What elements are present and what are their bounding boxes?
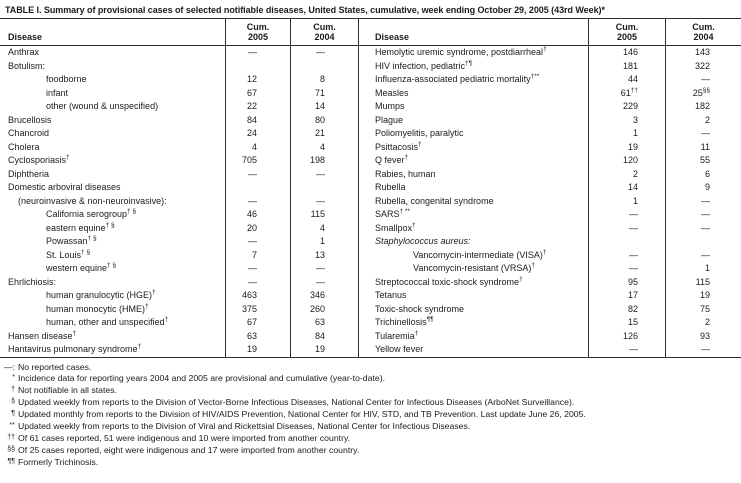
cum-label: Cum. [313, 22, 336, 32]
disease-name: Streptococcal toxic-shock syndrome† [358, 276, 588, 290]
table-row [0, 154, 358, 168]
disease-name: Plague [358, 114, 588, 128]
disease-name: human monocytic (HME)† [46, 302, 149, 314]
table-row [0, 276, 358, 290]
footnote-text: No reported cases. [18, 361, 92, 372]
disease-name: Cyclosporiasis† [8, 154, 70, 165]
cum-2005-value: 67 [225, 87, 290, 101]
cum-2005-value: 375 [225, 303, 290, 317]
table-header-row [0, 18, 741, 46]
footnote [3, 385, 741, 397]
disease-name: Measles [358, 87, 588, 101]
footnote-marker: † [11, 385, 15, 393]
footnote-marker: * [12, 373, 15, 381]
cum-2004-value: — [665, 127, 741, 141]
table-row [358, 262, 741, 276]
disease-name: Vancomycin-resistant (VRSA)† [358, 262, 588, 276]
cum-2004-value: 8 [290, 73, 358, 87]
disease-name: St. Louis† § [46, 248, 91, 260]
table-row [358, 168, 741, 182]
cum-label: Cum. [246, 22, 270, 32]
year-label: 2005 [616, 32, 638, 42]
table-row [358, 343, 741, 357]
disease-name: Rubella [358, 181, 588, 195]
table-row [358, 195, 741, 209]
cum-2004-value: 6 [665, 168, 741, 182]
cum-2004-value: — [290, 276, 358, 290]
table-row [358, 141, 741, 155]
cum-2004-value: 93 [665, 330, 741, 344]
table-row [0, 343, 358, 357]
disease-name: Rubella, congenital syndrome [358, 195, 588, 209]
cum-2005-value: — [225, 276, 290, 290]
table-row [358, 60, 741, 74]
cum-2005-value: 229 [588, 100, 665, 114]
disease-name: Chancroid [8, 128, 50, 138]
cum-2005-value: 14 [588, 181, 665, 195]
mmwr-table-i-page [0, 5, 741, 469]
disease-name: Psittacosis† [358, 141, 588, 155]
footnote-marker: §§ [7, 446, 15, 454]
footnote [3, 433, 741, 445]
disease-name: Yellow fever [358, 343, 588, 357]
cum-2004-value: 19 [665, 289, 741, 303]
footnote-text: Updated monthly from reports to the Division of HIV/AIDS Prevention, National Center for HIV, STD, and TB Prevention. Last update June 26, 2005. [18, 408, 586, 419]
table-row [358, 249, 741, 263]
disease-name: Anthrax [8, 47, 40, 57]
disease-name: western equine† § [46, 262, 117, 273]
cum-2005-value: — [588, 208, 665, 222]
cum-2005-value: 146 [588, 46, 665, 60]
cum-2005-value: 12 [225, 73, 290, 87]
table-row [0, 330, 358, 344]
footnote [3, 457, 741, 469]
footnote-marker: —: [3, 361, 15, 372]
cum-2004-value [665, 235, 741, 249]
table-row [0, 208, 358, 222]
table-title: TABLE I. Summary of provisional cases of selected notifiable diseases, United States, cumulative, week ending October 29, 2005 (43rd Week)* [5, 5, 605, 15]
footnote [3, 421, 741, 433]
disease-name: HIV infection, pediatric†¶ [358, 60, 588, 74]
disease-name: human granulocytic (HGE)† [46, 289, 156, 300]
table-row [0, 141, 358, 155]
cum-2005-value: 4 [225, 141, 290, 155]
disease-name: Trichinellosis¶¶ [358, 316, 588, 330]
cum-2005-value: 82 [588, 303, 665, 317]
cum-2004-value: 1 [665, 262, 741, 276]
cum-2005-value: 44 [588, 73, 665, 87]
cum-2005-value: 181 [588, 60, 665, 74]
disease-name: Brucellosis [8, 114, 52, 125]
year-label: 2004 [693, 32, 714, 42]
cum-2005-value: — [588, 249, 665, 263]
table-row [0, 87, 358, 101]
footnote-marker: †† [7, 434, 15, 442]
cum-label: Cum. [615, 22, 639, 32]
cum-2004-value: 182 [665, 100, 741, 114]
footnote-marker: § [11, 397, 15, 405]
cum-2005-value: 7 [225, 249, 290, 263]
footnote-text: Not notifiable in all states. [18, 384, 117, 395]
cum-2004-value: 11 [665, 141, 741, 155]
cum-2004-value: 9 [665, 181, 741, 195]
cum-2004-value: 322 [665, 60, 741, 74]
cum-2004-value: — [665, 195, 741, 209]
disease-name: Botulism: [8, 60, 46, 71]
cum-2004-value: — [290, 168, 358, 182]
cum-2005-value: 20 [225, 222, 290, 236]
table-row [0, 73, 358, 87]
footnote-marker: ** [9, 421, 15, 429]
disease-name: Influenza-associated pediatric mortality†** [358, 73, 588, 87]
cum-2005-value: — [225, 168, 290, 182]
table-row [0, 168, 358, 182]
footnote-marker: ¶ [11, 409, 15, 417]
cum-2004-value: 14 [290, 100, 358, 114]
footnote-text: Of 61 cases reported, 51 were indigenous and 10 were imported from another country. [18, 433, 351, 444]
cum-2004-value: 198 [290, 154, 358, 168]
cum-2004-value: 71 [290, 87, 358, 101]
disease-name: Domestic arboviral diseases [8, 182, 121, 192]
cum-2005-value: 126 [588, 330, 665, 344]
table-row [0, 181, 358, 195]
cum-2004-value: 260 [290, 303, 358, 317]
table-row [0, 289, 358, 303]
cum-2005-value: — [588, 222, 665, 236]
table-row [358, 127, 741, 141]
table-row [358, 316, 741, 330]
cum-2005-value: 95 [588, 276, 665, 290]
cum-2004-value: 115 [665, 276, 741, 290]
cum-2004-value: 21 [290, 127, 358, 141]
header-right-half [358, 19, 741, 45]
cum-2005-value: 120 [588, 154, 665, 168]
cum-2004-value: 346 [290, 289, 358, 303]
column-header-disease-right: Disease [358, 19, 588, 45]
table-row [358, 235, 741, 249]
table-row [0, 222, 358, 236]
cum-2004-value: 13 [290, 249, 358, 263]
disease-name: Poliomyelitis, paralytic [358, 127, 588, 141]
cum-2005-value: — [225, 195, 290, 209]
disease-name: Cholera [8, 141, 40, 152]
column-header-cum-2004-left [290, 19, 358, 45]
cum-2005-value: 3 [588, 114, 665, 128]
column-header-disease-left: Disease [8, 32, 43, 42]
table-row [0, 249, 358, 263]
table-row [358, 330, 741, 344]
footnote-text: Updated weekly from reports to the Division of Vector-Borne Infectious Diseases, National Center for Infectious Diseases (ArboNet Surveillance). [18, 396, 575, 407]
table-row [0, 114, 358, 128]
table-row [358, 114, 741, 128]
disease-name: (neuroinvasive & non-neuroinvasive): [18, 195, 167, 206]
table-row [358, 276, 741, 290]
cum-2004-value: 75 [665, 303, 741, 317]
disease-name: Hansen disease† [8, 329, 77, 341]
cum-2004-value: — [665, 249, 741, 263]
cum-2004-value: — [665, 343, 741, 357]
cum-2004-value: — [290, 195, 358, 209]
disease-name: Tetanus [358, 289, 588, 303]
cum-2005-value: 19 [225, 343, 290, 357]
disease-name: eastern equine† § [46, 221, 115, 233]
table-row [358, 87, 741, 101]
cum-2005-value: — [225, 235, 290, 249]
footnote [3, 362, 741, 373]
disease-name: Vancomycin-intermediate (VISA)† [358, 249, 588, 263]
column-header-cum-2005-right [588, 19, 665, 45]
footnote [3, 445, 741, 457]
cum-2004-value: 2 [665, 316, 741, 330]
cum-2004-value: 80 [290, 114, 358, 128]
table-row [0, 235, 358, 249]
cum-2004-value: — [290, 262, 358, 276]
disease-name: Tularemia† [358, 330, 588, 344]
footnote [3, 397, 741, 409]
cum-2005-value: — [588, 343, 665, 357]
table-row [0, 195, 358, 209]
disease-name: Diphtheria [8, 168, 50, 179]
cum-2004-value: — [665, 73, 741, 87]
cum-2004-value: 84 [290, 330, 358, 344]
table-row [358, 154, 741, 168]
disease-name: SARS† ** [358, 208, 588, 222]
table-row [358, 73, 741, 87]
right-table-body [358, 46, 741, 357]
disease-name: Q fever† [358, 154, 588, 168]
header-left-half [0, 19, 358, 45]
disease-name: Smallpox† [358, 222, 588, 236]
disease-name: Staphylococcus aureus: [358, 235, 588, 249]
table-row [358, 100, 741, 114]
cum-2004-value [290, 181, 358, 195]
cum-2005-value [225, 60, 290, 74]
cum-2005-value: 2 [588, 168, 665, 182]
cum-2005-value: 84 [225, 114, 290, 128]
cum-2005-value: — [225, 46, 290, 60]
cum-2005-value: 24 [225, 127, 290, 141]
year-label: 2005 [247, 32, 269, 42]
cum-2005-value: 61†† [588, 87, 665, 101]
cum-2004-value [290, 60, 358, 74]
cum-2004-value: 143 [665, 46, 741, 60]
cum-2004-value: — [665, 222, 741, 236]
cum-2005-value: 705 [225, 154, 290, 168]
table-row [358, 303, 741, 317]
cum-2005-value: 19 [588, 141, 665, 155]
disease-name: Hantavirus pulmonary syndrome† [8, 343, 142, 354]
table-row [0, 127, 358, 141]
cum-2004-value: 19 [290, 343, 358, 357]
disease-name: other (wound & unspecified) [46, 101, 159, 111]
table-row [0, 303, 358, 317]
column-header-cum-2005-left [225, 19, 290, 45]
table-row [358, 289, 741, 303]
disease-name: Toxic-shock syndrome [358, 303, 588, 317]
footnote [3, 409, 741, 421]
table-row [0, 60, 358, 74]
table-row [0, 46, 358, 60]
cum-2004-value: 1 [290, 235, 358, 249]
footnote-marker: ¶¶ [7, 458, 15, 466]
cum-2005-value: 46 [225, 208, 290, 222]
disease-name: Ehrlichiosis: [8, 276, 57, 287]
table-row [358, 222, 741, 236]
cum-2004-value: — [290, 46, 358, 60]
disease-name: foodborne [46, 74, 87, 84]
footnotes [0, 362, 741, 470]
left-table-body [0, 46, 358, 357]
table-row [358, 46, 741, 60]
cum-label: Cum. [692, 22, 715, 32]
cum-2005-value: 463 [225, 289, 290, 303]
cum-2004-value: 4 [290, 222, 358, 236]
column-header-cum-2004-right [665, 19, 741, 45]
cum-2005-value: — [225, 262, 290, 276]
disease-name: Powassan† § [46, 235, 97, 246]
cum-2005-value: — [588, 262, 665, 276]
disease-name: Mumps [358, 100, 588, 114]
table-body [0, 46, 741, 358]
cum-2005-value: 22 [225, 100, 290, 114]
disease-name: Rabies, human [358, 168, 588, 182]
year-label: 2004 [314, 32, 335, 42]
cum-2005-value: 15 [588, 316, 665, 330]
notifiable-diseases-table [0, 18, 741, 358]
footnote [3, 373, 741, 385]
cum-2005-value: 1 [588, 127, 665, 141]
table-row [358, 208, 741, 222]
cum-2004-value: 63 [290, 316, 358, 330]
cum-2004-value: — [665, 208, 741, 222]
table-row [358, 181, 741, 195]
footnote-text: Updated weekly from reports to the Division of Viral and Rickettsial Diseases, National Center for Infectious Diseases. [18, 420, 471, 431]
table-row [0, 316, 358, 330]
footnote-text: Of 25 cases reported, eight were indigenous and 17 were imported from another country. [18, 445, 360, 456]
disease-name: Hemolytic uremic syndrome, postdiarrheal† [358, 46, 588, 60]
table-row [0, 100, 358, 114]
cum-2004-value: 4 [290, 141, 358, 155]
cum-2005-value: 63 [225, 330, 290, 344]
cum-2005-value: 1 [588, 195, 665, 209]
table-row [0, 262, 358, 276]
cum-2004-value: 2 [665, 114, 741, 128]
cum-2005-value [225, 181, 290, 195]
disease-name: California serogroup† § [46, 208, 137, 219]
cum-2005-value [588, 235, 665, 249]
footnote-text: Formerly Trichinosis. [18, 457, 99, 468]
cum-2004-value: 25§§ [665, 87, 741, 101]
cum-2004-value: 55 [665, 154, 741, 168]
cum-2005-value: 67 [225, 316, 290, 330]
cum-2005-value: 17 [588, 289, 665, 303]
footnote-text: Incidence data for reporting years 2004 and 2005 are provisional and cumulative (year-to-date). [18, 372, 386, 383]
cum-2004-value: 115 [290, 208, 358, 222]
disease-name: infant [46, 87, 69, 98]
disease-name: human, other and unspecified† [46, 316, 169, 327]
